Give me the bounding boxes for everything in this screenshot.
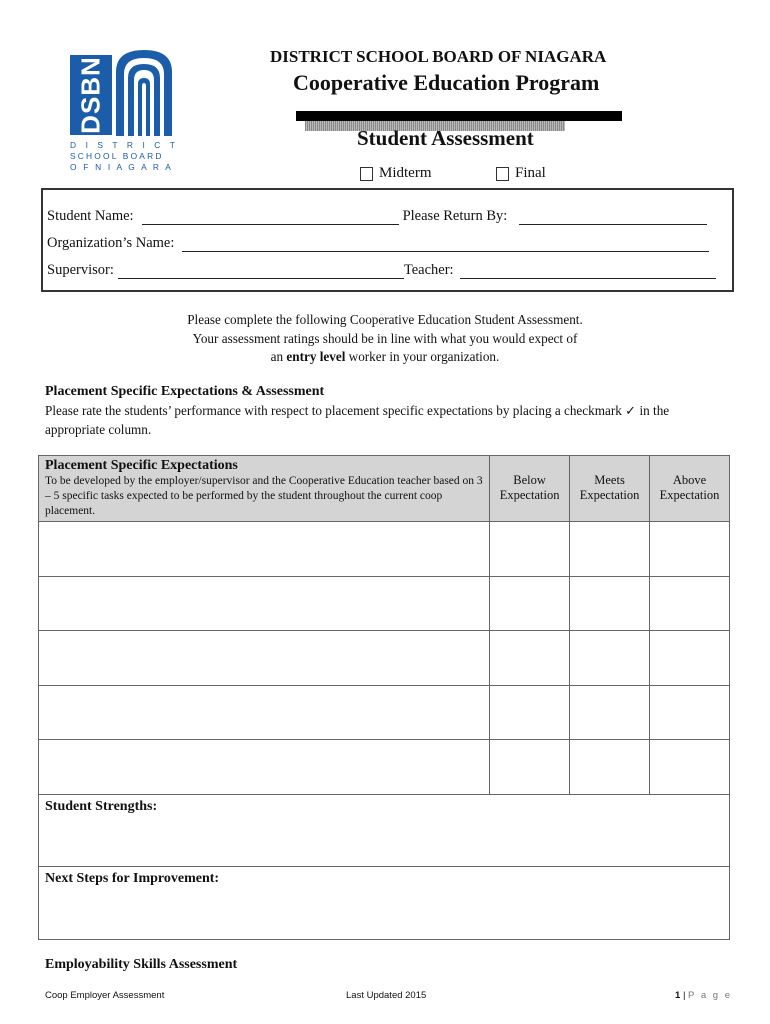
expectations-header-title: Placement Specific Expectations: [45, 458, 238, 473]
logo-line-2: SCHOOL BOARD: [70, 151, 164, 161]
page-title: Student Assessment: [357, 126, 534, 150]
expectations-header: [39, 456, 490, 522]
expectation-cell[interactable]: [39, 522, 490, 577]
expectation-cell[interactable]: [39, 631, 490, 686]
logo-line-1: D I S T R I C T: [70, 140, 179, 150]
below-expectation-header: [490, 456, 570, 522]
meets-cell[interactable]: [570, 576, 650, 631]
supervisor-row: [47, 262, 716, 279]
above-expectation-header: [650, 456, 730, 522]
final-option[interactable]: [496, 165, 546, 182]
section-instructions: Please rate the students’ performance with respect to placement specific expectations by placing a checkmark ✓ in the appropriate column.: [45, 403, 670, 437]
header-rule: [296, 111, 622, 121]
strengths-label: Student Strengths:: [45, 798, 158, 814]
meets-cell[interactable]: [570, 522, 650, 577]
intro-line-3-pre: an: [270, 349, 287, 364]
organization-label: Organization’s Name:: [47, 235, 175, 251]
page-number: 1: [675, 990, 681, 1001]
meets-cell[interactable]: [570, 685, 650, 740]
next-steps-cell[interactable]: [39, 867, 730, 940]
logo-wordmark: [70, 140, 180, 173]
meets-label-2: Expectation: [579, 488, 640, 502]
below-label-1: Below: [513, 473, 546, 487]
employability-heading: Employability Skills Assessment: [45, 957, 238, 972]
table-row: [39, 685, 730, 740]
below-cell[interactable]: [490, 685, 570, 740]
organization-row: [47, 235, 709, 252]
midterm-label: Midterm: [379, 165, 432, 181]
next-steps-label: Next Steps for Improvement:: [45, 871, 220, 886]
table-row: [39, 740, 730, 795]
above-cell[interactable]: [650, 631, 730, 686]
above-cell[interactable]: [650, 576, 730, 631]
below-label-2: Expectation: [499, 488, 560, 502]
logo-line-3: O F N I A G A R A: [70, 162, 174, 172]
organization-field[interactable]: [182, 238, 709, 252]
intro-emphasis: entry level: [286, 349, 346, 364]
meets-cell[interactable]: [570, 740, 650, 795]
above-cell[interactable]: [650, 685, 730, 740]
table-row: [39, 522, 730, 577]
intro-line-1: Please complete the following Cooperative Education Student Assessment.: [187, 312, 583, 327]
below-cell[interactable]: [490, 576, 570, 631]
intro-line-2: Your assessment ratings should be in line with what you would expect of: [192, 330, 578, 346]
intro-line-3: [0, 348, 770, 367]
teacher-field[interactable]: [460, 265, 716, 279]
table-row: [39, 631, 730, 686]
next-steps-row: [39, 867, 730, 940]
logo-letter-block: [70, 55, 112, 135]
logo-letters: DSBN: [75, 56, 106, 134]
page-indicator: [675, 990, 732, 1001]
supervisor-label: Supervisor:: [47, 262, 114, 278]
meets-cell[interactable]: [570, 631, 650, 686]
return-by-field[interactable]: [519, 211, 707, 225]
district-title: DISTRICT SCHOOL BOARD OF NIAGARA: [270, 47, 607, 66]
strengths-cell[interactable]: [39, 794, 730, 867]
expectations-header-desc: To be developed by the employer/supervisor and the Cooperative Education teacher based on 3 – 5 specific tasks expected to be performed by the student throughout the current coop placement.: [45, 475, 483, 517]
midterm-checkbox[interactable]: [360, 167, 373, 181]
above-label-1: Above: [672, 473, 707, 487]
final-checkbox[interactable]: [496, 167, 509, 181]
strengths-row: [39, 794, 730, 867]
return-by-label: Please Return By:: [402, 208, 508, 224]
page-word: P a g e: [688, 990, 732, 1001]
above-label-2: Expectation: [659, 488, 720, 502]
student-name-field[interactable]: [142, 211, 399, 225]
footer-center: Last Updated 2015: [346, 990, 427, 1001]
student-name-row: [47, 208, 707, 225]
footer-left: Coop Employer Assessment: [45, 990, 165, 1001]
expectations-table: [38, 455, 730, 940]
teacher-label: Teacher:: [403, 262, 454, 278]
page-separator: |: [682, 990, 686, 1001]
table-row: [39, 576, 730, 631]
above-cell[interactable]: [650, 740, 730, 795]
midterm-option[interactable]: [360, 165, 432, 182]
below-cell[interactable]: [490, 631, 570, 686]
meets-label-1: Meets: [594, 473, 625, 487]
logo-arches-icon: [116, 50, 172, 136]
expectation-cell[interactable]: [39, 576, 490, 631]
section-heading: Placement Specific Expectations & Assessment: [45, 384, 325, 399]
expectation-cell[interactable]: [39, 685, 490, 740]
student-info-box: [41, 188, 734, 292]
below-cell[interactable]: [490, 740, 570, 795]
expectation-cell[interactable]: [39, 740, 490, 795]
final-label: Final: [515, 165, 546, 181]
intro-text: [0, 311, 770, 367]
intro-line-3-post: worker in your organization.: [345, 349, 500, 364]
below-cell[interactable]: [490, 522, 570, 577]
student-name-label: Student Name:: [47, 208, 134, 224]
dsbn-logo: [70, 50, 179, 175]
meets-expectation-header: [570, 456, 650, 522]
table-header-row: [39, 456, 730, 522]
supervisor-field[interactable]: [118, 265, 404, 279]
above-cell[interactable]: [650, 522, 730, 577]
program-title: Cooperative Education Program: [293, 70, 600, 95]
